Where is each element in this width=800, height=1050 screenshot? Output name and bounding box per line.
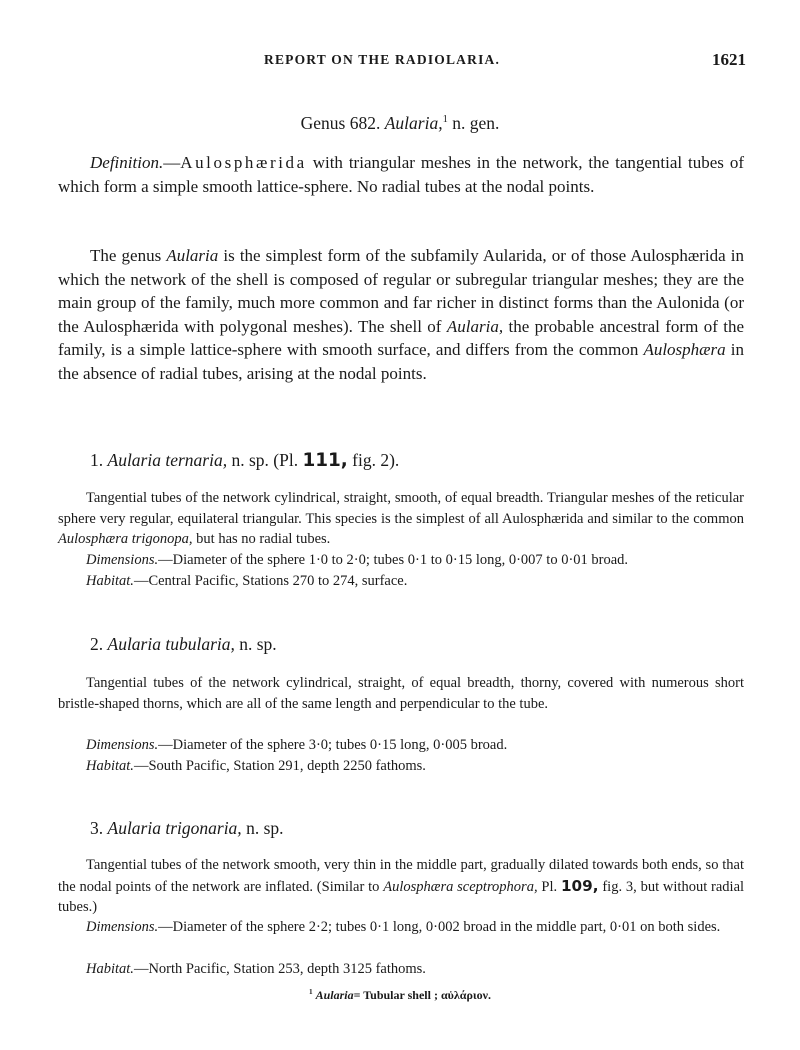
- definition-text: with triangular meshes in the network, the tangential tubes of which form a simple smooth lattice-sphere. No radial tubes at the nodal points.: [58, 153, 744, 196]
- family-name: Aulosphærida: [180, 153, 307, 172]
- species-dimensions: Dimensions.—Diameter of the sphere 3·0; tubes 0·15 long, 0·005 broad.: [86, 737, 508, 753]
- intro-paragraph: The genus Aularia is the simplest form of the subfamily Aularida, or of those Aulosphærida in which the network of the shell is composed of regular or subregular triangular meshes; they are the main group of the family, much more common and far richer in distinct forms than the Aulonida (or the Aulosphærida with polygonal meshes). The shell of Aularia, the probable ancestral form of the family, is a simple lattice-sphere with smooth surface, and differs from the common Aulosphæra in the absence of radial tubes, arising at the nodal points.: [58, 246, 745, 383]
- species-dimensions: Dimensions.—Diameter of the sphere 1·0 to 2·0; tubes 0·1 to 0·15 long, 0·007 to 0·01 broad.: [86, 552, 629, 568]
- genus-heading: [0, 113, 800, 134]
- genus-suffix: n. gen.: [452, 113, 500, 133]
- species-habitat: Habitat.—Central Pacific, Stations 270 to 274, surface.: [86, 573, 408, 589]
- page-number: 1621: [712, 50, 746, 69]
- genus-name: Aularia,: [384, 113, 443, 133]
- species-description: Tangential tubes of the network cylindrical, straight, of equal breadth, thorny, covered with numerous short bristle-shaped thorns, which are all of the same length and perpendicular to the tube.: [58, 675, 744, 712]
- species-habitat: Habitat.—North Pacific, Station 253, depth 3125 fathoms.: [86, 961, 426, 977]
- species-description: Tangential tubes of the network smooth, very thin in the middle part, gradually dilated towards both ends, so that the nodal points of the network are inflated. (Similar to Aulosphæra sceptrophora, Pl. 109, fig. 3, but without radial tubes.): [58, 857, 745, 915]
- species-habitat: Habitat.—South Pacific, Station 291, depth 2250 fathoms.: [86, 758, 426, 774]
- footnote: $^1$ Aularia= Tubular shell ; αὐλάριον.: [309, 988, 491, 1002]
- running-header: [0, 52, 800, 72]
- plate-number: 109,: [560, 876, 599, 895]
- running-title: REPORT ON THE RADIOLARIA.: [264, 52, 501, 67]
- definition-paragraph: Definition.—Aulosphærida with triangular meshes in the network, the tangential tubes of which form a simple smooth lattice-sphere. No radial tubes at the nodal points.: [58, 153, 744, 196]
- plate-number: 111,: [302, 450, 348, 471]
- species-description: Tangential tubes of the network cylindrical, straight, smooth, of equal breadth. Triangular meshes of the reticular sphere very regular, equilateral triangular. This species is the simplest of all Aulosphærida and similar to the common Aulosphæra trigonopa, but has no radial tubes.: [58, 490, 744, 547]
- genus-prefix: Genus 682.: [300, 113, 381, 133]
- species-heading: 2. Aularia tubularia, n. sp.: [90, 634, 277, 654]
- species-name: Aularia trigonaria,: [107, 818, 242, 838]
- species-heading: 1. Aularia ternaria, n. sp. (Pl. 111, fig. 2).: [90, 450, 400, 471]
- footnote-ref: 1: [442, 114, 448, 126]
- species-name: Aularia tubularia,: [107, 634, 235, 654]
- species-heading: 3. Aularia trigonaria, n. sp.: [90, 818, 284, 838]
- species-dimensions: Dimensions.—Diameter of the sphere 2·2; tubes 0·1 long, 0·002 broad in the middle part, 0·01 on both sides.: [86, 919, 721, 935]
- species-name: Aularia ternaria,: [107, 450, 228, 470]
- definition-label: Definition.: [90, 153, 164, 172]
